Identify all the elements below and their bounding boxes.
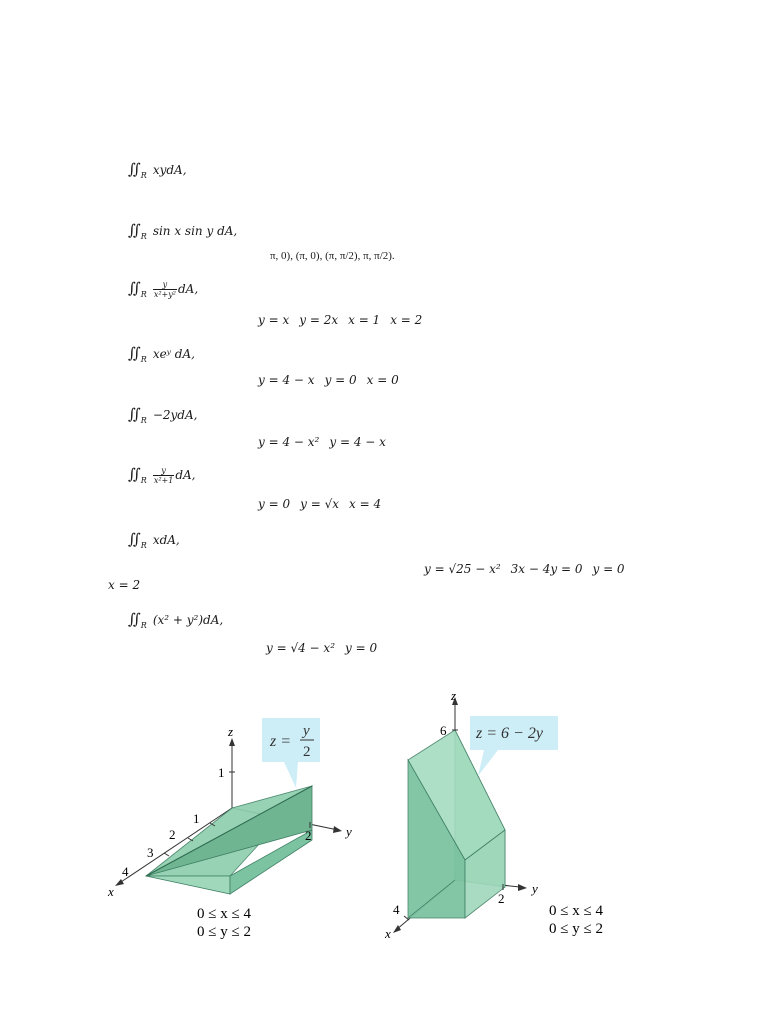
conditions — [424, 562, 635, 576]
condition: y = 4 − x — [329, 435, 386, 449]
region-label: R — [140, 621, 147, 630]
tick-label-z: 6 — [440, 723, 447, 738]
axis-label-x: x — [385, 926, 391, 941]
condition-continued: x = 2 — [108, 578, 141, 592]
condition: y = x — [258, 313, 290, 327]
axis-label-y: y — [346, 824, 352, 839]
solid-front-face — [146, 876, 230, 894]
tick-label-x: 3 — [147, 845, 154, 860]
tick-label-y: 2 — [498, 891, 505, 906]
integrand-tail: dA, — [175, 468, 196, 482]
integrand: sin x sin y dA, — [152, 224, 238, 238]
conditions — [266, 641, 387, 655]
conditions — [258, 373, 409, 387]
callout-denominator: 2 — [303, 744, 311, 760]
condition: y = 0 — [324, 373, 357, 387]
tick-label-z: 1 — [218, 765, 225, 780]
fraction — [153, 280, 177, 299]
z-axis-arrow — [229, 738, 235, 746]
figure-1-wedge-solid — [100, 700, 380, 950]
conditions — [258, 435, 396, 449]
callout-numerator: y — [303, 723, 310, 739]
problem-4 — [128, 344, 195, 364]
bound-x: 0 ≤ x ≤ 4 — [549, 903, 603, 919]
condition: y = 0 — [592, 562, 625, 576]
region-label: R — [140, 232, 147, 241]
problem-5 — [128, 405, 197, 425]
tick-label-x: 2 — [169, 827, 176, 842]
problem-3 — [128, 279, 198, 299]
region-label: R — [140, 355, 147, 364]
integrand: xdA, — [152, 533, 180, 547]
integrand: (x² + y²)dA, — [152, 613, 224, 627]
callout-pointer — [478, 750, 498, 776]
axis-label-x: x — [108, 884, 114, 899]
fraction — [153, 466, 175, 485]
axis-label-y: y — [532, 881, 538, 896]
condition: y = √x — [300, 497, 339, 511]
axis-label-z: z — [451, 688, 457, 703]
fraction-denominator: x²+1 — [153, 476, 174, 485]
region-label: R — [140, 171, 147, 180]
condition: x = 2 — [390, 313, 423, 327]
region-label: R — [140, 290, 147, 299]
tick-label-x: 4 — [122, 864, 129, 879]
problem-2 — [128, 221, 237, 241]
condition: x = 4 — [349, 497, 382, 511]
x-tick — [164, 853, 169, 856]
callout-pointer — [284, 762, 298, 788]
callout-equation: z = 6 − 2y — [476, 725, 543, 742]
problem-1 — [128, 160, 187, 180]
condition: y = √4 − x² — [266, 641, 336, 655]
condition: x = 1 — [348, 313, 381, 327]
integrand: −2ydA, — [152, 408, 198, 422]
problem-8 — [128, 610, 223, 630]
tick-label-y: 2 — [305, 828, 312, 843]
callout-lhs: z = — [270, 733, 292, 750]
tick-label-x: 1 — [193, 811, 200, 826]
double-integral-symbol: ∬ — [128, 160, 138, 178]
condition: y = 4 − x² — [258, 435, 320, 449]
axis-label-z: z — [228, 724, 234, 739]
condition: y = √25 − x² — [424, 562, 501, 576]
double-integral-symbol: ∬ — [128, 344, 138, 362]
conditions — [258, 313, 432, 327]
y-axis-arrow — [333, 826, 342, 833]
bound-x: 0 ≤ x ≤ 4 — [197, 906, 251, 922]
problem-7 — [128, 530, 180, 550]
condition: y = 2x — [299, 313, 339, 327]
condition: y = 0 — [345, 641, 378, 655]
figure-2-prism-solid — [380, 680, 640, 950]
tick-label-x: 4 — [393, 902, 400, 917]
condition: 3x − 4y = 0 — [510, 562, 583, 576]
fraction-numerator: y — [153, 280, 177, 290]
region-label: R — [140, 416, 147, 425]
double-integral-symbol: ∬ — [128, 465, 138, 483]
x-axis-arrow — [115, 879, 124, 886]
vertices-text: π, 0), (π, 0), (π, π/2), π, π/2). — [270, 250, 395, 262]
double-integral-symbol: ∬ — [128, 221, 138, 239]
double-integral-symbol: ∬ — [128, 279, 138, 297]
y-axis-arrow — [518, 884, 527, 891]
integrand: xeʸ dA, — [152, 347, 195, 361]
problem-6 — [128, 465, 196, 485]
condition: y = 4 − x — [258, 373, 315, 387]
double-integral-symbol: ∬ — [128, 530, 138, 548]
fraction-denominator: x²+y² — [153, 290, 176, 299]
region-label: R — [140, 541, 147, 550]
region-label: R — [140, 476, 147, 485]
double-integral-symbol: ∬ — [128, 405, 138, 423]
integrand-tail: dA, — [177, 282, 199, 296]
conditions — [258, 497, 391, 511]
integrand: xydA, — [152, 163, 187, 177]
bound-y: 0 ≤ y ≤ 2 — [197, 924, 251, 940]
fraction-numerator: y — [153, 466, 175, 476]
condition: x = 0 — [366, 373, 399, 387]
condition: y = 0 — [258, 497, 291, 511]
bound-y: 0 ≤ y ≤ 2 — [549, 921, 603, 937]
double-integral-symbol: ∬ — [128, 610, 138, 628]
